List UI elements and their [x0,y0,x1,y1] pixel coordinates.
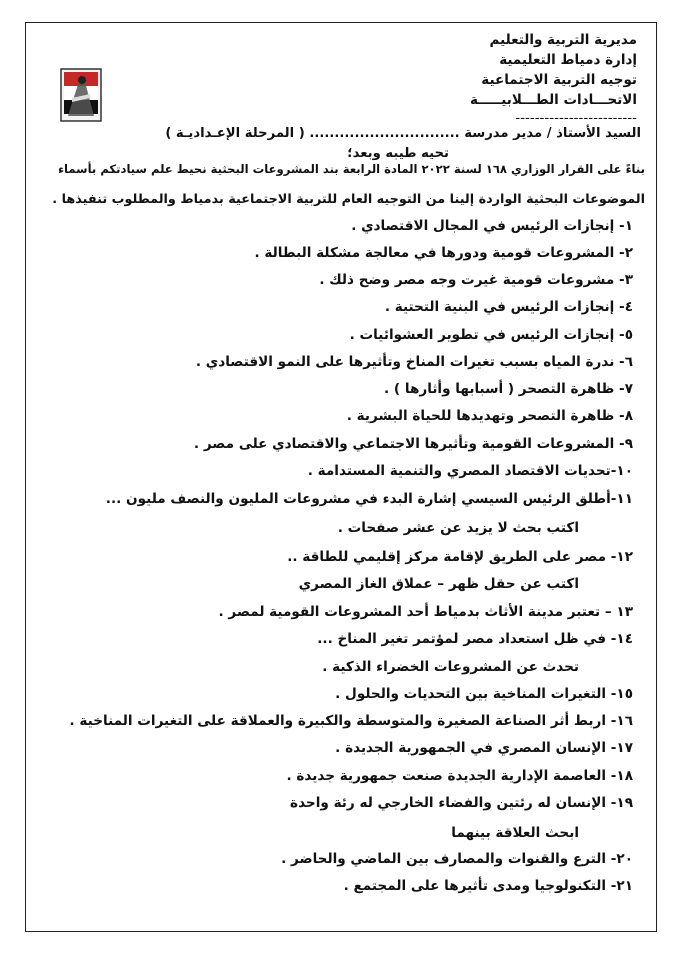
list-item: ١٤- في ظل استعداد مصر لمؤتمر تغير المناخ ... [317,631,633,647]
list-item: ١٣ – تعتبر مدينة الأثاث بدمياط أحد المشروعات القومية لمصر . [218,604,633,620]
ministry-logo [60,68,102,122]
list-item: ٣- مشروعات قومية غيرت وجه مصر وضح ذلك . [319,272,633,288]
list-item: ١- إنجازات الرئيس في المجال الاقتصادي . [351,218,633,234]
list-item: ٤- إنجازات الرئيس في البنية التحتية . [384,299,633,315]
list-item: ٢٠- الترع والقنوات والمصارف بين الماضي والحاضر . [281,851,633,867]
list-item: ٦- ندرة المياه بسبب تغيرات المناخ وتأثيرها على النمو الاقتصادي . [195,354,633,370]
header-separator: ------------------------- [515,110,637,126]
greeting: تحيه طيبه وبعد؛ [347,146,449,161]
list-item: ٢- المشروعات قومية ودورها في معالجة مشكلة البطالة . [254,245,633,261]
list-item: ١٦- اربط أثر الصناعة الصغيرة والمتوسطة والكبيرة والعملاقة على التغيرات المناخية . [69,713,633,729]
addressee-line: السيد الأستاذ / مدير مدرسة .............................. ( المرحلة الإعـداديـة ) [165,126,641,141]
header-unions: الاتحـــادات الطـــلابيـــــة [470,92,637,108]
list-item: ١٥- التغيرات المناخية بين التحديات والحلول . [335,686,633,702]
list-item: ١٢- مصر على الطريق لإقامة مركز إقليمي للطاقة .. [287,549,633,565]
intro-line-2: الموضوعات البحثية الواردة إلينا من التوجيه العام للتربية الاجتماعية بدمياط والمطلوب تنفيذها . [52,192,645,207]
list-item-note: اكتب عن حقل ظهر – عملاق الغاز المصري [298,576,579,592]
header-department: توجيه التربية الاجتماعية [481,72,637,88]
intro-line-1: بناءً على القرار الوزاري ١٦٨ لسنة ٢٠٢٢ المادة الرابعة بند المشروعات البحثية نحيط علم سيادتكم بأسماء [58,162,645,176]
list-item: ٨- ظاهرة التصحر وتهديدها للحياة البشرية . [346,408,633,424]
list-item-note: ابحث العلاقة بينهما [451,825,579,841]
list-item: ١٧- الإنسان المصري في الجمهورية الجديدة . [335,740,633,756]
list-item-note: اكتب بحث لا يزيد عن عشر صفحات . [337,520,579,536]
list-item: ١١-أطلق الرئيس السيسي إشارة البدء في مشروعات المليون والنصف مليون ... [105,491,633,507]
list-item: ١٩- الإنسان له رئتين والفضاء الخارجي له رئة واحدة [290,795,633,811]
list-item: ٢١- التكنولوجيا ومدى تأثيرها على المجتمع . [343,878,633,894]
header-administration: إدارة دمياط التعليمية [499,52,637,68]
list-item-note: تحدث عن المشروعات الخضراء الذكية . [322,659,579,675]
list-item: ١٨- العاصمة الإدارية الجديدة صنعت جمهورية جديدة . [286,768,633,784]
list-item: ٧- ظاهرة التصحر ( أسبابها وأثارها ) . [384,381,633,397]
list-item: ٩- المشروعات القومية وتأثيرها الاجتماعي والاقتصادي على مصر . [193,436,633,452]
list-item: ٥- إنجازات الرئيس في تطوير العشوائيات . [349,327,633,343]
list-item: ١٠-تحديات الاقتصاد المصري والتنمية المستدامة . [307,463,633,479]
header-directorate: مديرية التربية والتعليم [489,32,637,48]
